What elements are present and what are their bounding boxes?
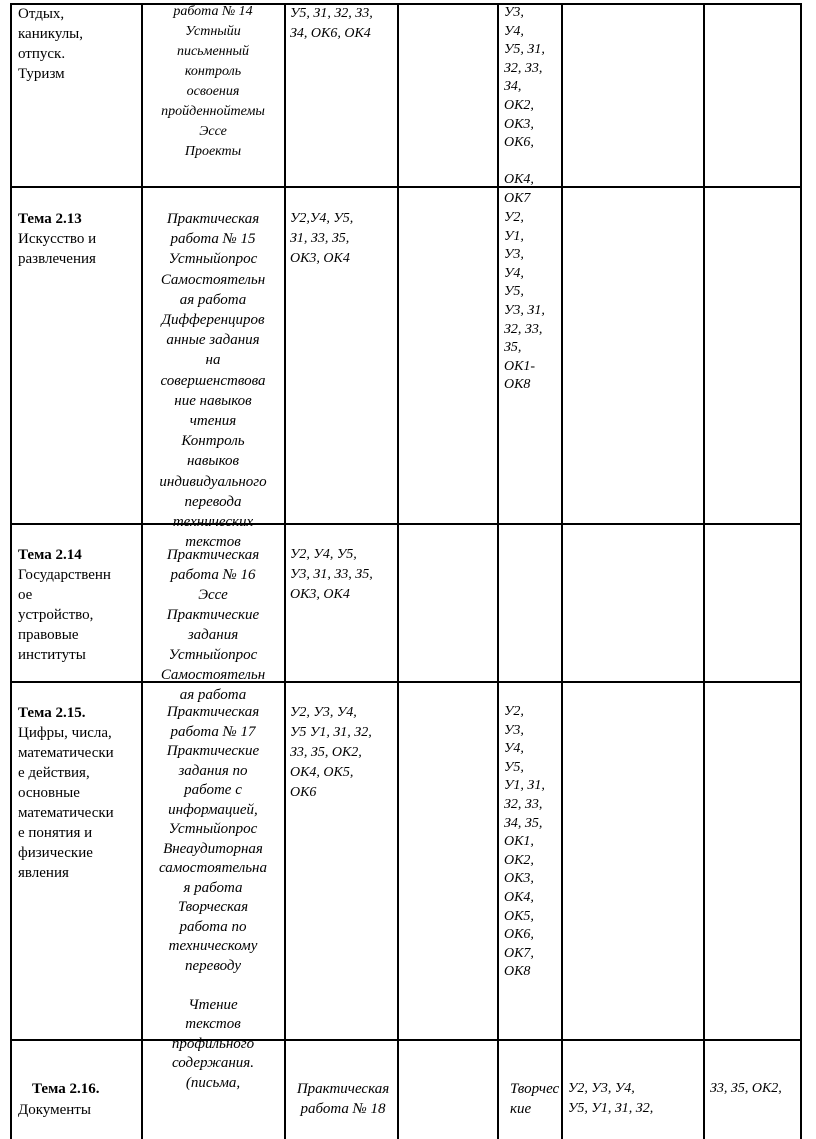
forms-cell: Практическая работа № 16 Эссе Практические задания Устныйопрос Самостоятельн ая работа — [160, 547, 266, 703]
table-col-divider — [703, 3, 705, 1139]
table-row-divider — [10, 681, 801, 683]
table-border-top — [10, 3, 801, 5]
competences-cell: У2,У4, У5, З1, З3, З5, ОК3, ОК4 — [290, 211, 354, 266]
table-border-right — [800, 3, 802, 1139]
topic-title: Тема 2.13 — [18, 211, 82, 227]
topic-title: Тема 2.15. — [18, 705, 86, 721]
competences-tail-cell: З3, З5, ОК2, — [710, 1081, 782, 1096]
competences-cell: У2, У3, У4, У5 У1, З1, З2, З3, З5, ОК2, ОК4, ОК5, ОК6 — [290, 705, 372, 800]
table-col-divider — [284, 3, 286, 1139]
topic-cell: Государственн ое устройство, правовые институты — [18, 567, 111, 663]
skills-cell: У2, У3, У4, У5, У1, З1, З2, З3, З4, З5, ОК1, ОК2, ОК3, ОК4, ОК5, ОК6, ОК7, ОК8 — [504, 704, 545, 980]
table-col-divider — [497, 3, 499, 1139]
topic-title: Тема 2.14 — [18, 547, 82, 563]
topic-title: Тема 2.16. — [32, 1081, 100, 1097]
table-col-divider — [561, 3, 563, 1139]
competences-cell: У5, З1, З2, З3, З4, ОК6, ОК4 — [290, 6, 373, 41]
table-row-divider — [10, 1039, 801, 1041]
table-row-divider — [10, 186, 801, 188]
forms-cell: Практическая работа № 17 Практические задания по работе с информацией, Устныйопрос Внеаудиторная самостоятельна я работа Творческая работа по техническому переводу Чтение текстов профильного содержания. (письма, — [158, 704, 268, 1091]
forms-cell: Практическая работа № 18 — [296, 1081, 390, 1117]
forms-cell: Практическая работа № 15 Устныйопрос Самостоятельн ая работа Дифференциров анные задания на совершенствова ние навыков чтения Контроль навыков индивидуального перевода технических текстов — [159, 211, 267, 551]
skills-cell: У3, У4, У5, З1, З2, З3, З4, ОК2, ОК3, ОК6, ОК4, ОК7 — [504, 5, 545, 206]
competences-cell: У2, У3, У4, У5, У1, З1, З2, — [568, 1081, 654, 1116]
topic-cell: Отдых, каникулы, отпуск. Туризм — [18, 6, 84, 82]
skills-cell: У2, У1, У3, У4, У5, У3, З1, З2, З3, З5, ОК1- ОК8 — [504, 210, 545, 393]
forms-extra-cell: Творчес кие — [510, 1081, 560, 1117]
forms-cell: работа № 14 Устныйи письменный контроль освоения пройденнойтемы Эссе Проекты — [161, 4, 265, 159]
table-row-divider — [10, 523, 801, 525]
table-border-left — [10, 3, 12, 1139]
table-col-divider — [397, 3, 399, 1139]
topic-cell: Документы — [18, 1102, 91, 1118]
topic-cell: Искусство и развлечения — [18, 231, 97, 267]
competences-cell: У2, У4, У5, У3, З1, З3, З5, ОК3, ОК4 — [290, 547, 373, 602]
topic-cell: Цифры, числа, математически е действия, основные математически е понятия и физические явления — [18, 725, 114, 881]
